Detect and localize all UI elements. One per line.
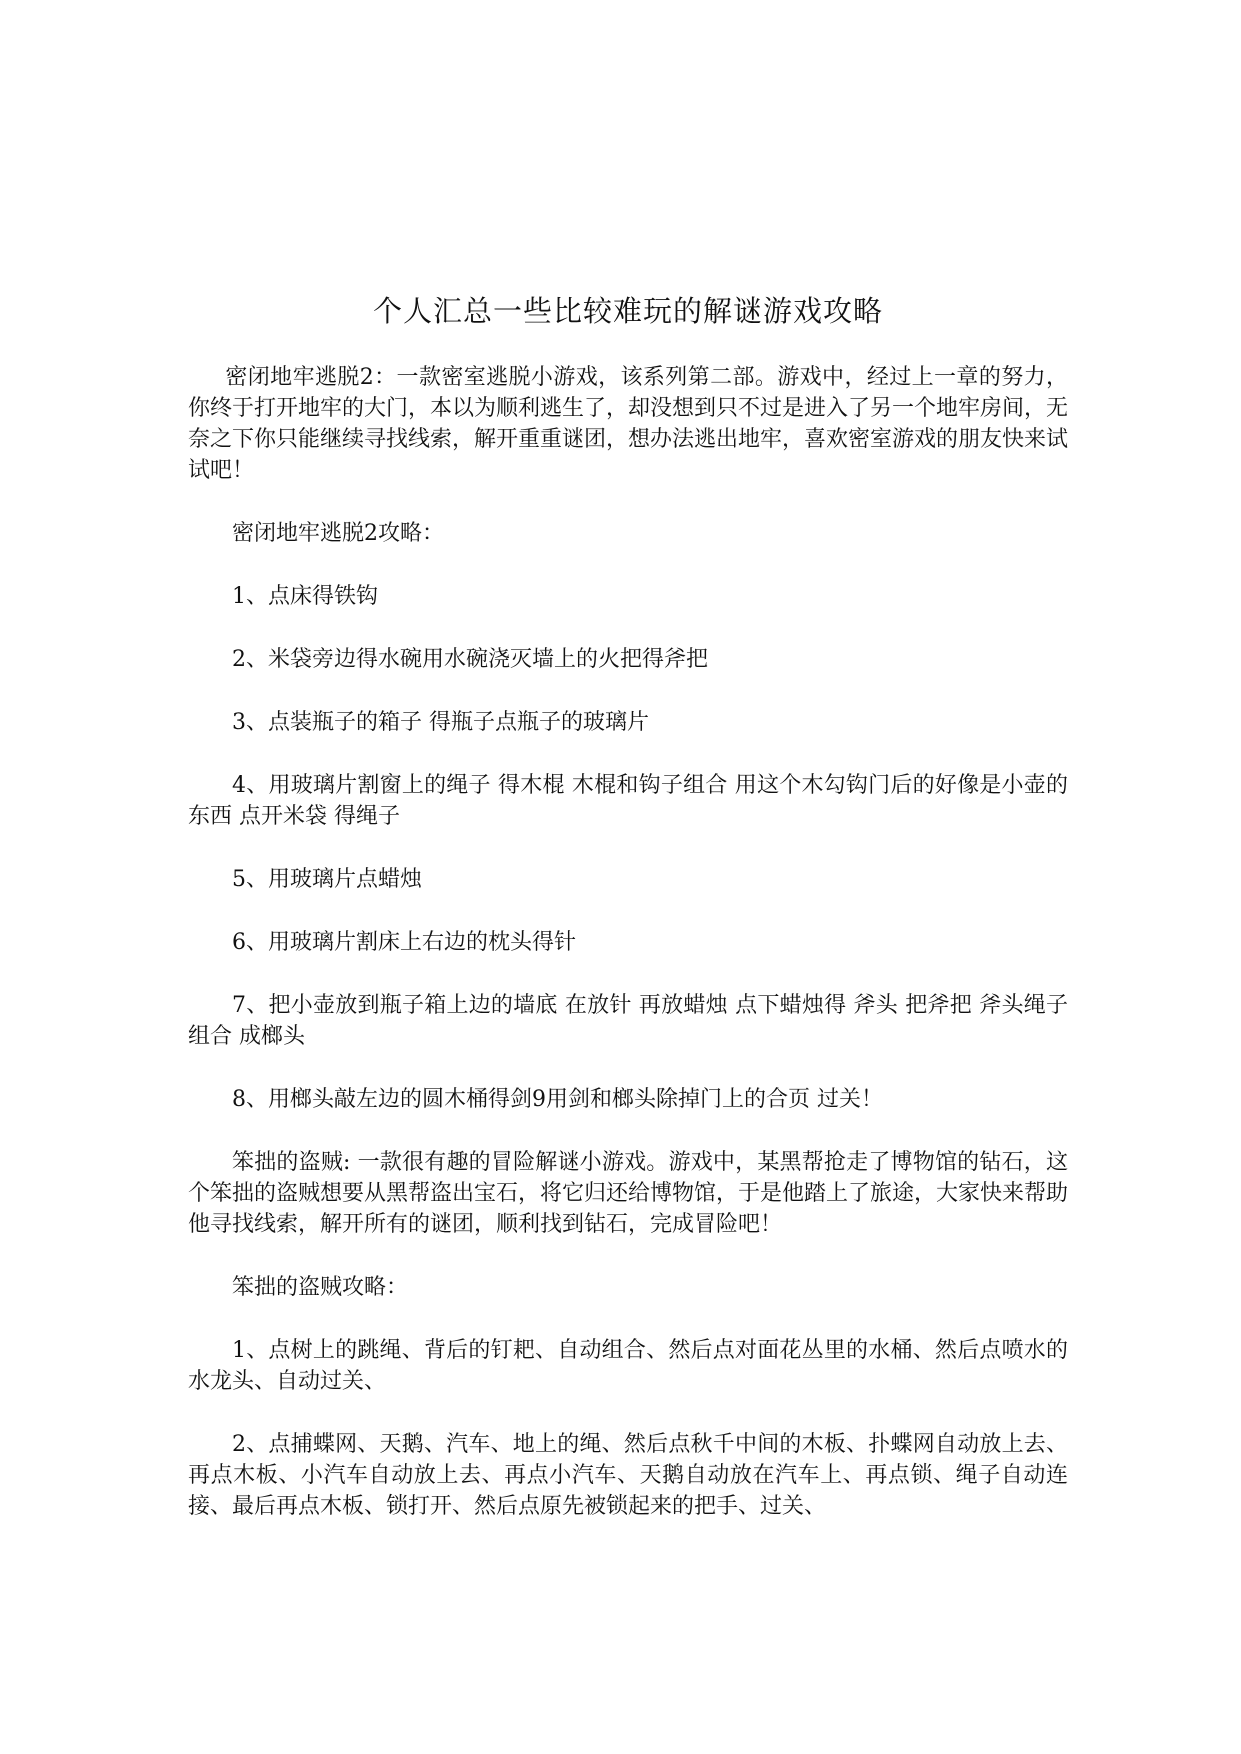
- dungeon-step-2: 2、米袋旁边得水碗用水碗浇灭墙上的火把得斧把: [232, 647, 708, 672]
- dungeon-step-3: 3、点装瓶子的箱子 得瓶子点瓶子的玻璃片: [232, 710, 649, 735]
- dungeon-step-6: 6、用玻璃片割床上右边的枕头得针: [232, 930, 576, 955]
- intro-paragraph-dungeon: 密闭地牢逃脱2：一款密室逃脱小游戏，该系列第二部。游戏中，经过上一章的努力，你终于打开地牢的大门，本以为顺利逃生了，却没想到只不过是进入了另一个地牢房间，无奈之下你只能继续寻找线索，解开重重谜团，想办法逃出地牢，喜欢密室游戏的朋友快来试试吧！: [188, 365, 1069, 483]
- heading-thief-guide: 笨拙的盗贼攻略：: [232, 1275, 409, 1300]
- dungeon-step-1: 1、点床得铁钩: [232, 584, 378, 609]
- dungeon-step-8: 8、用榔头敲左边的圆木桶得剑9用剑和榔头除掉门上的合页 过关！: [232, 1087, 883, 1112]
- dungeon-step-5: 5、用玻璃片点蜡烛: [232, 867, 422, 892]
- dungeon-step-4: 4、用玻璃片割窗上的绳子 得木棍 木棍和钩子组合 用这个木勾钩门后的好像是小壶的东西 点开米袋 得绳子: [188, 773, 1068, 829]
- thief-step-2: 2、点捕蝶网、天鹅、汽车、地上的绳、然后点秋千中间的木板、扑蝶网自动放上去、再点木板、小汽车自动放上去、再点小汽车、天鹅自动放在汽车上、再点锁、绳子自动连接、最后再点木板、锁打开、然后点原先被锁起来的把手、过关、: [188, 1432, 1068, 1519]
- document-title: 个人汇总一些比较难玩的解谜游戏攻略: [372, 294, 883, 328]
- heading-dungeon-guide: 密闭地牢逃脱2攻略：: [232, 521, 444, 546]
- intro-paragraph-thief: 笨拙的盗贼: 一款很有趣的冒险解谜小游戏。游戏中，某黑帮抢走了博物馆的钻石，这个笨拙的盗贼想要从黑帮盗出宝石，将它归还给博物馆，于是他踏上了旅途，大家快来帮助他寻找线索，解开所有的谜团，顺利找到钻石，完成冒险吧！: [188, 1150, 1069, 1237]
- thief-step-1: 1、点树上的跳绳、背后的钉耙、自动组合、然后点对面花丛里的水桶、然后点喷水的水龙头、自动过关、: [188, 1338, 1068, 1394]
- dungeon-step-7: 7、把小壶放到瓶子箱上边的墙底 在放针 再放蜡烛 点下蜡烛得 斧头 把斧把 斧头绳子 组合 成榔头: [188, 993, 1068, 1049]
- document-page: [188, 290, 1068, 1554]
